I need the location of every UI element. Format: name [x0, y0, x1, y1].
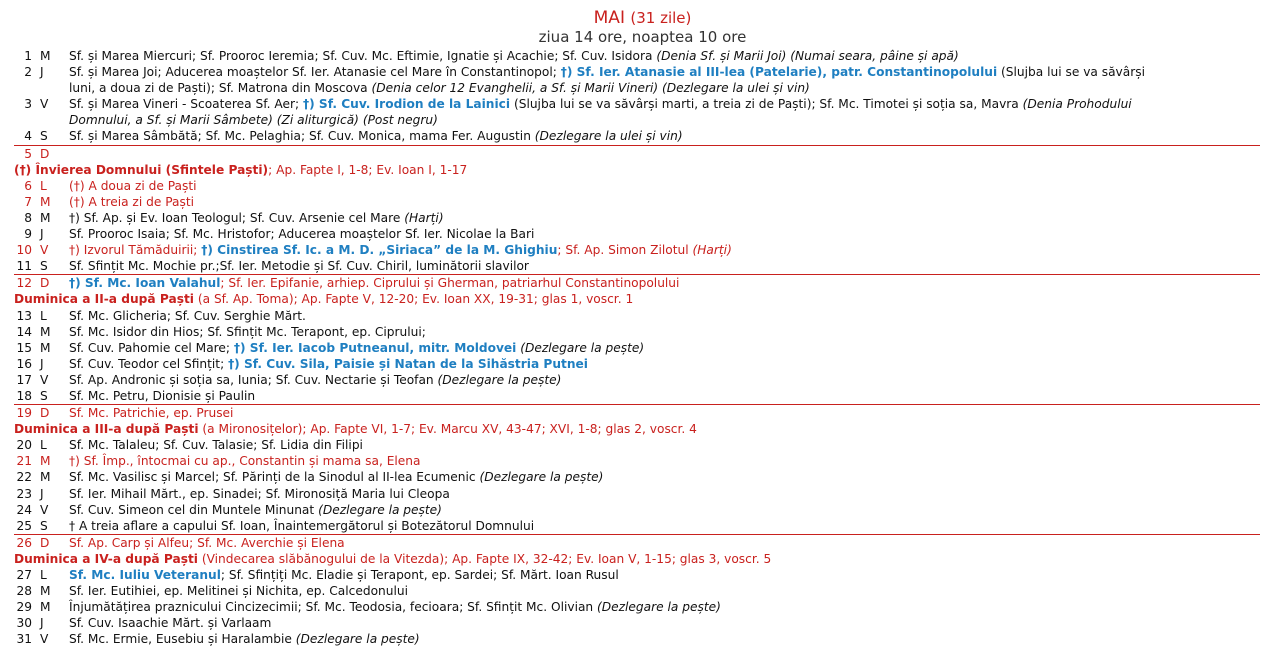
day-of-week: D	[40, 276, 50, 291]
calendar-day-row	[14, 194, 1260, 210]
calendar-day-row	[14, 145, 1260, 162]
day-entry	[60, 405, 1260, 421]
entry-text-segment: (Dezlegare la ulei și vin)	[534, 129, 683, 144]
day-entry	[60, 324, 1260, 340]
entry-text-segment: Sf. și Marea Miercuri; Sf. Prooroc Ieremia; Sf. Cuv. Mc. Eftimie, Ignatie și Acachie; Sf. Cuv. Isidora	[69, 49, 657, 63]
entry-text-segment: †) Sf. Împ., întocmai cu ap., Constantin și mama sa, Elena	[69, 454, 421, 469]
entry-text-segment: (†) A doua zi de Paști	[69, 178, 197, 193]
day-entry	[60, 615, 1260, 631]
day-number: 17	[16, 372, 32, 387]
calendar-continuation-row	[14, 80, 1260, 96]
calendar-day-row	[14, 615, 1260, 631]
day-of-week: S	[40, 518, 48, 533]
day-number	[14, 80, 32, 96]
day-of-week: V	[40, 243, 49, 258]
day-number: 25	[16, 518, 32, 533]
day-entry	[60, 194, 1260, 210]
entry-text-segment: Sf. Cuv. Simeon cel din Muntele Minunat	[69, 502, 319, 517]
entry-text-segment: Duminica a IV-a după Paști	[14, 551, 198, 566]
day-number: 9	[24, 227, 32, 242]
day-of-week: S	[40, 259, 48, 274]
month-name: MAI	[593, 8, 625, 28]
day-of-week: J	[40, 616, 44, 631]
day-number: 22	[16, 470, 32, 485]
entry-text-segment: Sf. Ier. Mihail Mărt., ep. Sinadei; Sf. Mironosiță Maria lui Cleopa	[69, 486, 450, 501]
day-of-week	[32, 80, 60, 96]
entry-text-segment: Înjumătățirea praznicului Cincizecimii; Sf. Mc. Teodosia, fecioara; Sf. Sfințit Mc. Olivian	[69, 600, 598, 615]
calendar-day-row	[14, 567, 1260, 583]
entry-text-segment: Sf. Cuv. Isaachie Mărt. și Varlaam	[69, 616, 272, 631]
day-entry	[60, 437, 1260, 453]
day-entry	[60, 372, 1260, 388]
entry-text-segment: Sf. Mc. Vasilisc și Marcel; Sf. Părinți de la Sinodul al II-lea Ecumenic	[69, 470, 480, 485]
entry-text-segment: Sf. Mc. Petru, Dionisie și Paulin	[69, 388, 256, 403]
day-entry	[60, 64, 1260, 80]
sunday-title	[14, 291, 1260, 307]
day-number: 21	[16, 454, 32, 469]
entry-text-segment: (Slujba lui se va săvârși	[997, 65, 1145, 80]
sunday-title	[14, 162, 1260, 178]
calendar-day-row	[14, 210, 1260, 226]
calendar-day-row	[14, 48, 1260, 64]
day-entry	[60, 567, 1260, 583]
day-number: 19	[16, 406, 32, 421]
entry-text-segment: (Dezlegare la pește)	[520, 340, 645, 355]
day-of-week: V	[40, 372, 49, 387]
calendar-day-row	[14, 258, 1260, 274]
calendar-day-row	[14, 324, 1260, 340]
day-number	[14, 112, 32, 128]
day-entry	[60, 631, 1260, 647]
entry-text-segment: Sf. Mc. Ermie, Eusebiu și Haralambie	[69, 632, 296, 647]
calendar-day-row	[14, 534, 1260, 551]
day-entry	[60, 258, 1260, 274]
day-number: 10	[16, 243, 32, 258]
day-number: 15	[16, 340, 32, 355]
day-of-week: S	[40, 129, 48, 144]
entry-text-segment: ; Sf. Ier. Epifanie, arhiep. Ciprului și Gherman, patriarhul Constantinopolului	[220, 276, 680, 291]
entry-text-segment: Sf. Mc. Iuliu Veteranul	[69, 568, 221, 582]
day-of-week: L	[40, 438, 47, 453]
calendar-day-row	[14, 486, 1260, 502]
entry-text-segment: (a Mironosițelor); Ap. Fapte VI, 1-7; Ev. Marcu XV, 43-47; XVI, 1-8; glas 2, voscr. 4	[198, 422, 697, 437]
day-entry	[60, 388, 1260, 404]
day-of-week: L	[40, 308, 47, 323]
month-title	[0, 8, 1285, 28]
day-of-week: D	[40, 535, 50, 550]
entry-text-segment: †) Sf. Cuv. Sila, Paisie și Natan de la Sihăstria Putnei	[228, 356, 588, 371]
entry-text-segment: (†) A treia zi de Paști	[69, 194, 194, 209]
day-number: 28	[16, 584, 32, 599]
calendar-list	[14, 48, 1260, 647]
day-number: 2	[24, 65, 32, 80]
day-number: 16	[16, 356, 32, 371]
day-entry	[60, 535, 1260, 551]
day-of-week: M	[40, 210, 51, 225]
day-of-week: M	[40, 194, 51, 209]
day-of-week: V	[40, 632, 49, 647]
day-of-week: J	[40, 486, 44, 501]
day-of-week: L	[40, 178, 47, 193]
day-number: 1	[24, 49, 32, 63]
calendar-day-row	[14, 502, 1260, 518]
day-entry	[60, 128, 1260, 144]
entry-text-segment: Sf. și Marea Sâmbătă; Sf. Mc. Pelaghia; Sf. Cuv. Monica, mama Fer. Augustin	[69, 129, 535, 144]
day-number: 12	[16, 276, 32, 291]
day-of-week: V	[40, 97, 49, 112]
daylight-info: ziua 14 ore, noaptea 10 ore	[538, 28, 747, 46]
entry-text-segment: luni, a doua zi de Paști); Sf. Matrona din Moscova	[69, 81, 372, 96]
calendar-continuation-row	[14, 112, 1260, 128]
day-number: 26	[16, 535, 32, 550]
day-entry	[60, 518, 1260, 534]
day-number: 18	[16, 388, 32, 403]
day-entry	[60, 210, 1260, 226]
entry-text-segment: †) Sf. Ap. și Ev. Ioan Teologul; Sf. Cuv. Arsenie cel Mare	[69, 210, 405, 225]
sunday-title	[14, 551, 1260, 567]
calendar-day-row	[14, 404, 1260, 421]
entry-text-segment: Sf. Mc. Isidor din Hios; Sf. Sfințit Mc. Terapont, ep. Ciprului;	[69, 324, 426, 339]
day-number: 31	[16, 632, 32, 647]
entry-text-segment: †) Sf. Ier. Iacob Putneanul, mitr. Moldovei	[233, 340, 517, 355]
calendar-day-row	[14, 340, 1260, 356]
day-entry	[60, 146, 1260, 162]
calendar-day-row	[14, 274, 1260, 291]
entry-text-segment: (Harți)	[692, 243, 732, 258]
day-of-week: S	[40, 388, 48, 403]
day-entry	[60, 469, 1260, 485]
entry-text-segment: (Slujba lui se va săvârși marti, a treia zi de Paști); Sf. Mc. Timotei și soția sa, Mavra	[510, 97, 1023, 112]
entry-text-segment: Sf. Cuv. Pahomie cel Mare;	[69, 340, 234, 355]
calendar-day-row	[14, 64, 1260, 80]
entry-text-segment: Domnului, a Sf. și Marii Sâmbete) (Zi aliturgică) (Post negru)	[69, 113, 438, 128]
entry-text-segment: ; Sf. Sfințiți Mc. Eladie și Terapont, ep. Sardei; Sf. Mărt. Ioan Rusul	[220, 568, 619, 582]
day-number: 30	[16, 616, 32, 631]
day-of-week: M	[40, 324, 51, 339]
day-entry	[60, 308, 1260, 324]
day-entry	[60, 226, 1260, 242]
entry-text-segment: Duminica a III-a după Paști	[14, 422, 199, 437]
entry-text-segment: (Dezlegare la pește)	[295, 632, 420, 647]
entry-text-segment: †) Sf. Ier. Atanasie al III-lea (Patelarie), patr. Constantinopolului	[560, 65, 998, 80]
entry-text-segment: (Harți)	[404, 210, 444, 225]
entry-text-segment: Sf. Ap. Andronic și soția sa, Iunia; Sf. Cuv. Nectarie și Teofan	[69, 372, 438, 387]
calendar-day-row	[14, 128, 1260, 144]
entry-text-segment: Sf. și Marea Vineri - Scoaterea Sf. Aer;	[69, 97, 304, 112]
day-entry	[60, 486, 1260, 502]
day-of-week: D	[40, 146, 50, 161]
entry-text-segment: (†) Învierea Domnului (Sfintele Paști)	[14, 162, 269, 177]
day-number: 27	[16, 568, 32, 582]
entry-text-segment: (Dezlegare la pește)	[597, 600, 721, 615]
day-entry	[60, 453, 1260, 469]
day-of-week: L	[40, 568, 47, 582]
calendar-day-row	[14, 469, 1260, 485]
day-number: 23	[16, 486, 32, 501]
entry-text-segment: Duminica a II-a după Paști	[14, 292, 194, 307]
entry-text-segment: Sf. și Marea Joi; Aducerea moaștelor Sf. Ier. Atanasie cel Mare în Constantinopol;	[69, 65, 561, 80]
day-of-week: M	[40, 600, 51, 615]
day-entry	[60, 340, 1260, 356]
entry-text-segment: Sf. Mc. Talaleu; Sf. Cuv. Talasie; Sf. Lidia din Filipi	[69, 438, 363, 453]
entry-text-segment: ; Sf. Ap. Simon Zilotul	[557, 243, 693, 258]
day-entry	[60, 242, 1260, 258]
day-entry	[60, 48, 1260, 64]
entry-text-segment: (Dezlegare la pește)	[479, 470, 604, 485]
day-of-week: J	[40, 356, 44, 371]
day-of-week: M	[40, 49, 51, 63]
day-number: 8	[24, 210, 32, 225]
entry-text-segment: (Dezlegare la pește)	[437, 372, 562, 387]
calendar-day-row	[14, 308, 1260, 324]
day-of-week: M	[40, 340, 51, 355]
entry-text-segment: Sf. Mc. Patrichie, ep. Prusei	[69, 406, 234, 421]
entry-text-segment: Sf. Sfințit Mc. Mochie pr.;Sf. Ier. Metodie și Sf. Cuv. Chiril, luminătorii slavilor	[69, 259, 529, 274]
entry-text-segment: (Vindecarea slăbănogului de la Vitezda); Ap. Fapte IX, 32-42; Ev. Ioan V, 1-15; glas 3, voscr. 5	[197, 551, 772, 566]
calendar-day-row	[14, 226, 1260, 242]
entry-text-segment: Sf. Mc. Glicheria; Sf. Cuv. Serghie Mărt.	[69, 308, 306, 323]
day-of-week: J	[40, 227, 44, 242]
entry-text-segment: (a Sf. Ap. Toma); Ap. Fapte V, 12-20; Ev. Ioan XX, 19-31; glas 1, voscr. 1	[193, 292, 634, 307]
entry-text-segment: †) Sf. Mc. Ioan Valahul	[69, 276, 221, 291]
calendar-day-row	[14, 599, 1260, 615]
day-number: 3	[24, 97, 32, 112]
entry-text-segment: Sf. Ap. Carp și Alfeu; Sf. Mc. Averchie și Elena	[69, 535, 345, 550]
month-days: (31 zile)	[630, 9, 692, 27]
calendar-day-row	[14, 242, 1260, 258]
entry-text-segment: † A treia aflare a capului Sf. Ioan, Înaintemergătorul și Botezătorul Domnului	[69, 518, 535, 533]
day-entry	[60, 178, 1260, 194]
day-number: 29	[16, 600, 32, 615]
day-of-week: M	[40, 454, 51, 469]
day-entry	[60, 583, 1260, 599]
entry-text-segment: Sf. Cuv. Teodor cel Sfințit;	[69, 356, 229, 371]
day-entry	[60, 502, 1260, 518]
entry-text-segment: ; Ap. Fapte I, 1-8; Ev. Ioan I, 1-17	[268, 162, 468, 177]
day-number: 7	[24, 194, 32, 209]
calendar-day-row	[14, 518, 1260, 534]
entry-text-segment: (Denia Sf. și Marii Joi) (Numai seara, pâine și apă)	[656, 49, 959, 63]
day-number: 4	[24, 129, 32, 144]
day-of-week: V	[40, 502, 49, 517]
calendar-day-row	[14, 631, 1260, 647]
day-of-week: J	[40, 65, 44, 80]
calendar-day-row	[14, 583, 1260, 599]
entry-text-segment: †) Sf. Cuv. Irodion de la Lainici	[303, 97, 511, 112]
day-number: 5	[24, 146, 32, 161]
calendar-day-row	[14, 178, 1260, 194]
calendar-day-row	[14, 388, 1260, 404]
day-number: 20	[16, 438, 32, 453]
day-of-week	[32, 112, 60, 128]
entry-text-segment: (Denia celor 12 Evanghelii, a Sf. și Marii Vineri) (Dezlegare la ulei și vin)	[371, 81, 810, 96]
entry-text-segment: (Denia Prohodului	[1022, 97, 1132, 112]
calendar-day-row	[14, 437, 1260, 453]
entry-text-segment: (Dezlegare la pește)	[318, 502, 442, 517]
calendar-day-row	[14, 356, 1260, 372]
day-entry	[60, 356, 1260, 372]
day-entry	[60, 599, 1260, 615]
sunday-title	[14, 421, 1260, 437]
day-entry	[60, 80, 1260, 96]
entry-text-segment: Sf. Ier. Eutihiei, ep. Melitinei și Nichita, ep. Calcedonului	[69, 584, 408, 599]
day-number: 14	[16, 324, 32, 339]
entry-text-segment: †) Cinstirea Sf. Ic. a M. D. „Siriaca” de la M. Ghighiu	[201, 243, 558, 258]
calendar-day-row	[14, 453, 1260, 469]
calendar-day-row	[14, 372, 1260, 388]
day-entry	[60, 96, 1260, 112]
day-number: 6	[24, 178, 32, 193]
calendar-day-row	[14, 96, 1260, 112]
entry-text-segment: Sf. Prooroc Isaia; Sf. Mc. Hristofor; Aducerea moaștelor Sf. Ier. Nicolae la Bari	[69, 227, 535, 242]
day-of-week: D	[40, 406, 50, 421]
day-entry	[60, 112, 1260, 128]
day-of-week: M	[40, 470, 51, 485]
calendar-header	[0, 8, 1285, 46]
day-of-week: M	[40, 584, 51, 599]
day-number: 13	[16, 308, 32, 323]
day-entry	[60, 275, 1260, 291]
day-number: 11	[16, 259, 32, 274]
entry-text-segment: †) Izvorul Tămăduirii;	[69, 243, 202, 258]
day-number: 24	[16, 502, 32, 517]
